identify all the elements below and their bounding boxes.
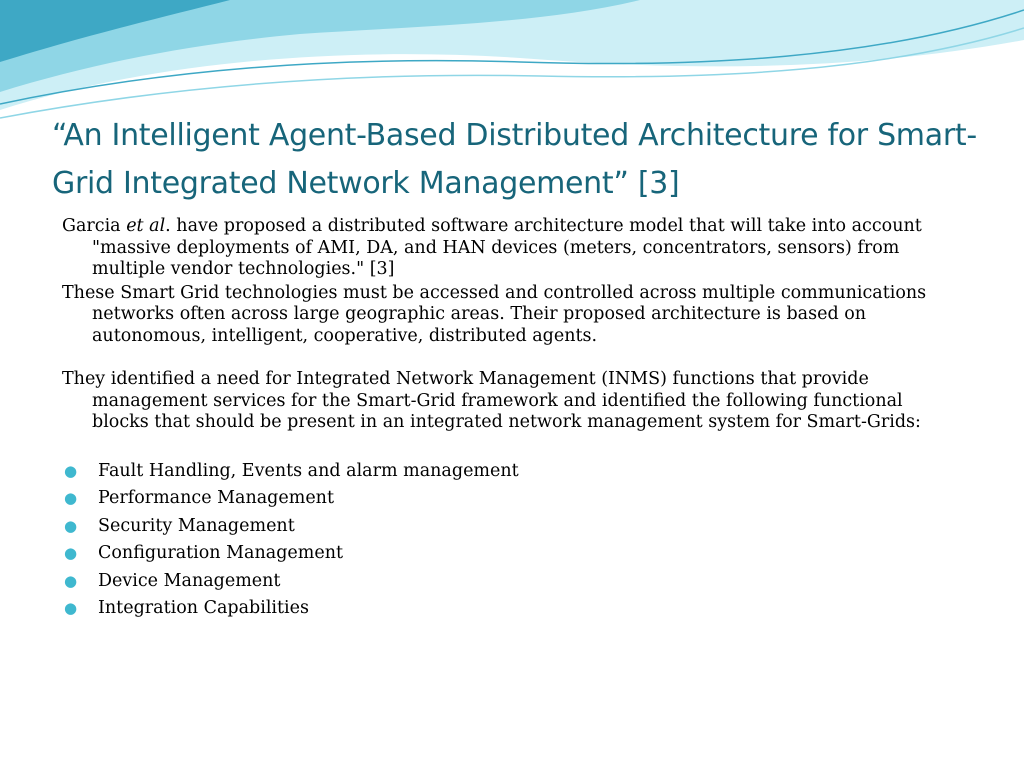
paragraph-garcia-rest: . have proposed a distributed software architecture model that will take into account "massive deployments of AMI, DA, and HAN devices (meters, concentrators, sensors) from multiple vendor technologies." [3]	[92, 216, 922, 279]
bullet-dot-icon: ●	[64, 516, 78, 535]
list-item	[62, 513, 962, 541]
list-item-text: Performance Management	[98, 488, 334, 508]
bullet-dot-icon: ●	[64, 461, 78, 480]
list-item	[62, 458, 962, 486]
list-item-text: Configuration Management	[98, 543, 344, 563]
functional-blocks-list	[62, 458, 962, 623]
decorative-wave-banner	[0, 0, 1024, 130]
list-item-text: Device Management	[98, 570, 281, 591]
slide-title: “An Intelligent Agent-Based Distributed Architecture for Smart-Grid Integrated Network Management” [3]	[52, 118, 977, 201]
paragraph-smart-grid-technologies: These Smart Grid technologies must be accessed and controlled across multiple communications networks often across large geographic areas. Their proposed architecture is based on autonomous, intelligent, cooperative, distributed agents.	[62, 282, 927, 346]
bullet-dot-icon: ●	[64, 544, 78, 562]
list-item-text: Integration Capabilities	[98, 598, 309, 618]
list-item-text: Fault Handling, Events and alarm management	[98, 460, 519, 481]
paragraph-inms-need: They identified a need for Integrated Network Management (INMS) functions that provide management services for the Smart-Grid framework and identified the following functional blocks that should be present in an integrated network management system for Smart-Grids:	[62, 369, 921, 432]
paragraph-garcia	[62, 216, 962, 281]
list-item	[62, 595, 962, 623]
paragraph-garcia-et-al: et al	[126, 216, 166, 236]
bullet-dot-icon: ●	[64, 599, 78, 617]
list-item-text: Security Management	[98, 515, 295, 536]
bullet-dot-icon: ●	[64, 571, 78, 590]
paragraph-garcia-lead: Garcia	[62, 216, 127, 236]
slide-body	[62, 216, 962, 623]
list-item	[62, 568, 962, 596]
list-item	[62, 540, 962, 568]
bullet-dot-icon: ●	[64, 489, 78, 507]
list-item	[62, 485, 962, 513]
